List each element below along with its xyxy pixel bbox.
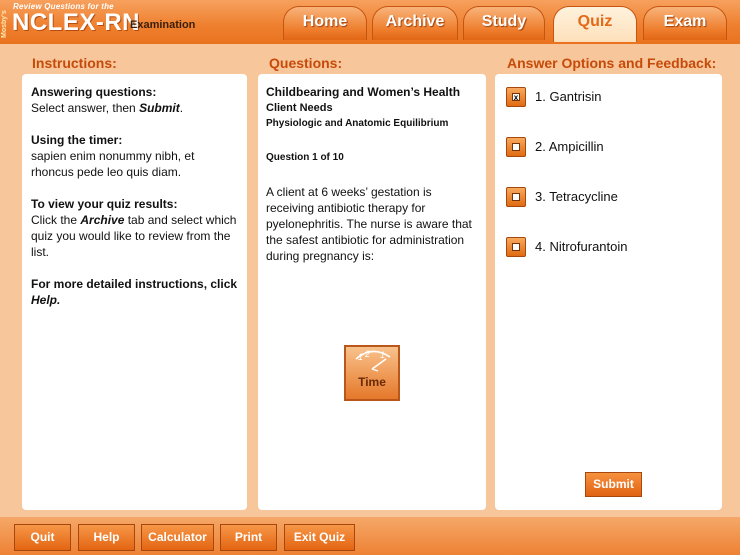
- logo-subtitle: Review Questions for the: [13, 2, 114, 11]
- svg-text:1: 1: [380, 350, 386, 360]
- questions-panel: [258, 74, 486, 510]
- checkbox-icon[interactable]: [506, 137, 526, 157]
- checkbox-icon[interactable]: [506, 187, 526, 207]
- results-text-part: Click the: [31, 213, 81, 227]
- answering-heading: Answering questions:: [31, 85, 157, 99]
- answers-heading: Answer Options and Feedback:: [507, 55, 717, 71]
- tab-exam[interactable]: Exam: [643, 6, 727, 40]
- timer-label: Time: [358, 375, 386, 389]
- tab-archive[interactable]: Archive: [372, 6, 458, 40]
- checkbox-icon[interactable]: [506, 237, 526, 257]
- answering-text-end: .: [179, 101, 184, 115]
- question-text: A client at 6 weeks’ gestation is receiving antibiotic therapy for pyelonephritis. The nurse is aware that the safest antibiotic for administration during pregnancy is:: [266, 185, 472, 263]
- quit-button[interactable]: Quit: [14, 524, 71, 551]
- calculator-button[interactable]: Calculator: [141, 524, 214, 551]
- checkbox-mark: [512, 143, 520, 151]
- app-logo: [0, 0, 230, 40]
- exit-quiz-button[interactable]: Exit Quiz: [284, 524, 355, 551]
- checkbox-mark: [512, 193, 520, 201]
- archive-emphasis: Archive: [80, 213, 125, 227]
- results-text: [31, 212, 238, 260]
- answering-instructions: [31, 84, 238, 116]
- answering-text-part: Select answer, then: [31, 101, 140, 115]
- timer-button[interactable]: [344, 345, 400, 401]
- svg-text:2: 2: [365, 349, 371, 359]
- answering-text: [31, 100, 238, 116]
- logo-examination: Examination: [130, 19, 196, 31]
- clock-icon: [346, 347, 398, 377]
- submit-emphasis: Submit: [139, 101, 180, 115]
- tab-study[interactable]: Study: [463, 6, 545, 40]
- answer-option-label: 3. Tetracycline: [535, 189, 618, 204]
- logo-publisher: Mosby's: [1, 10, 8, 38]
- results-text-end: tab and select which quiz you would like to review from the list.: [31, 213, 237, 259]
- questions-heading: Questions:: [269, 55, 343, 71]
- answers-panel: [495, 74, 722, 510]
- timer-heading: Using the timer:: [31, 133, 123, 147]
- more-instructions: [31, 276, 238, 308]
- more-heading: [31, 276, 238, 308]
- instructions-heading: Instructions:: [32, 55, 117, 71]
- question-category: Childbearing and Women’s Health: [266, 85, 461, 99]
- question-subcategory: Physiologic and Anatomic Equilibrium: [266, 118, 449, 129]
- tab-home[interactable]: Home: [283, 6, 367, 40]
- answer-option-label: 1. Gantrisin: [535, 89, 602, 104]
- answer-option-label: 4. Nitrofurantoin: [535, 239, 628, 254]
- submit-button[interactable]: Submit: [585, 472, 642, 497]
- results-heading: To view your quiz results:: [31, 197, 178, 211]
- timer-text: sapien enim nonummy nibh, et rhoncus pede leo quis diam.: [31, 149, 195, 179]
- more-text: For more detailed instructions, click: [31, 277, 238, 291]
- checkbox-mark: x: [513, 93, 519, 102]
- help-button[interactable]: Help: [78, 524, 135, 551]
- question-client-needs: Client Needs: [266, 102, 333, 114]
- results-instructions: [31, 196, 238, 260]
- logo-title: NCLEX-RN: [12, 9, 140, 36]
- timer-instructions: [31, 132, 238, 180]
- tab-quiz[interactable]: Quiz: [553, 6, 637, 42]
- help-emphasis: Help.: [31, 293, 61, 307]
- answer-option-label: 2. Ampicillin: [535, 139, 604, 154]
- checkbox-mark: [512, 243, 520, 251]
- instructions-panel: [22, 74, 247, 510]
- print-button[interactable]: Print: [220, 524, 277, 551]
- checkbox-icon[interactable]: [506, 87, 526, 107]
- question-number: Question 1 of 10: [266, 152, 344, 163]
- svg-text:1: 1: [358, 352, 364, 362]
